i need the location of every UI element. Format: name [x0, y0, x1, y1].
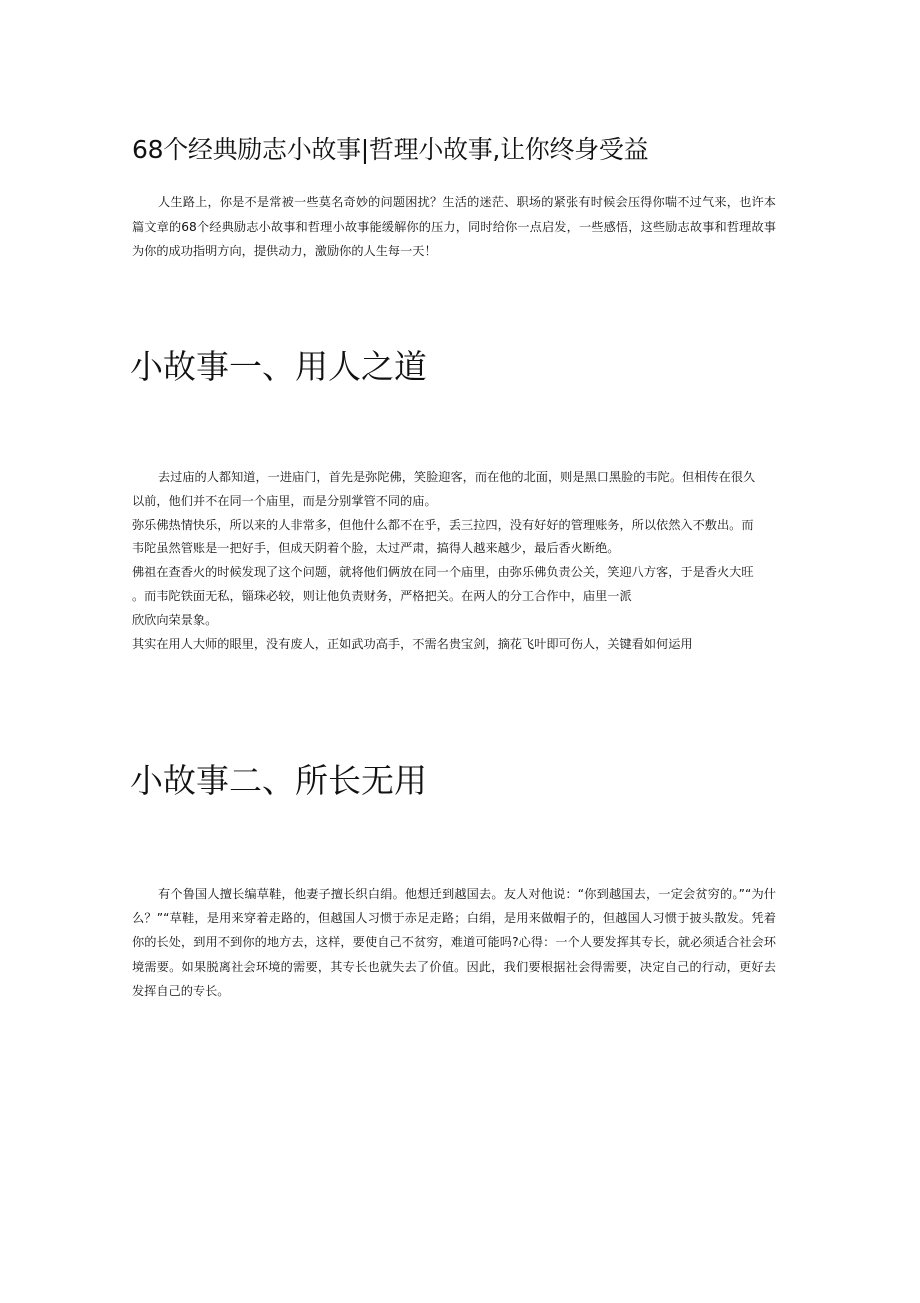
story1-line: 去过庙的人都知道，一进庙门，首先是弥陀佛，笑脸迎客，而在他的北面，则是黑口黑脸的韦陀。但相传在很久	[158, 470, 756, 484]
story1-line: 以前，他们并不在同一个庙里，而是分别掌管不同的庙。	[132, 493, 437, 508]
story2-body: 有个鲁国人擅长编草鞋，他妻子擅长织白绢。他想迁到越国去。友人对他说：“你到越国去，一定会贫穷的。”“为什么？”“草鞋，是用来穿着走路的，但越国人习惯于赤足走路；白绢，是用来做帽子的，但越国人习惯于披头散发。凭着你的长处，到用不到你的地方去，这样，要使自己不贫穷，难道可能吗?心得：一个人要发挥其专长，就必须适合社会环境需要。如果脱离社会环境的需要，其专长也就失去了价值。因此，我们要根据社会得需要，决定自己的行动，更好去发挥自己的专长。	[132, 887, 776, 998]
story1-line: 欣欣向荣景象。	[132, 612, 218, 627]
intro-paragraph: 人生路上，你是不是常被一些莫名奇妙的问题困扰？生活的迷茫、职场的紧张有时候会压得你喘不过气来，也许本篇文章的68个经典励志小故事和哲理小故事能缓解你的压力，同时给你一点启发，一些感悟，这些励志故事和哲理故事为你的成功指明方向，提供动力，激励你的人生每一天！	[132, 195, 776, 258]
document-title: 68个经典励志小故事|哲理小故事,让你终身受益	[132, 135, 649, 164]
story2-heading: 小故事二、所长无用	[130, 761, 427, 800]
story1-line: 佛祖在查香火的时候发现了这个问题，就将他们俩放在同一个庙里，由弥乐佛负责公关，笑迎八方客，于是香火大旺	[132, 565, 754, 580]
story1-line: 其实在用人大师的眼里，没有废人，正如武功高手，不需名贵宝剑，摘花飞叶即可伤人，关键看如何运用	[132, 636, 693, 651]
story1-line: 韦陀虽然管账是一把好手，但成天阴着个脸，太过严肃，搞得人越来越少，最后香火断绝。	[132, 541, 620, 556]
story1-heading: 小故事一、用人之道	[130, 347, 427, 386]
story1-line: 。而韦陀铁面无私，锱珠必较，则让他负责财务，严格把关。在两人的分工合作中，庙里一派	[132, 588, 632, 603]
story1-line: 弥乐佛热情快乐，所以来的人非常多，但他什么都不在乎，丢三拉四，没有好好的管理账务，所以依然入不敷出。而	[132, 517, 754, 532]
story1-body	[132, 466, 776, 656]
